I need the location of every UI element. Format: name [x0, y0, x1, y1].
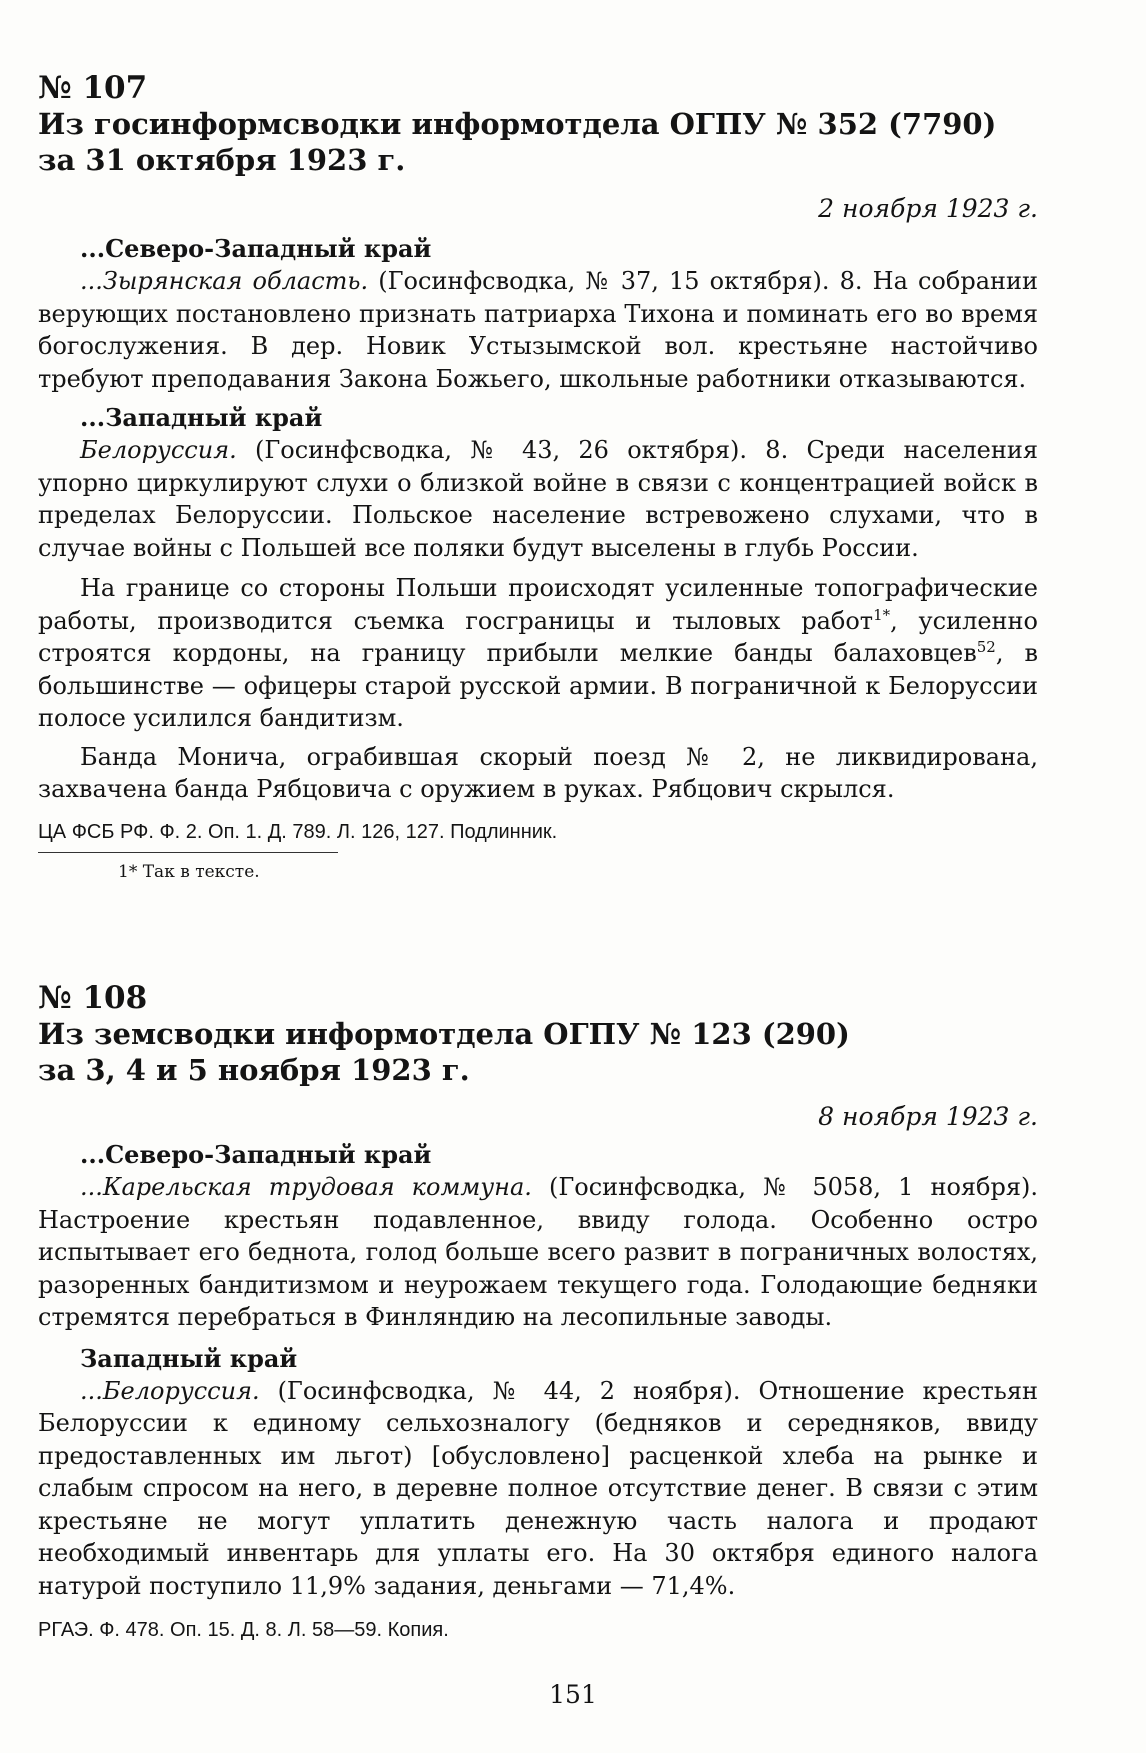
doc-108-belarus-text: (Госинфсводка, № 44, 2 ноября). Отношение крестьян Белоруссии к единому сельхозналогу (бедняков и середняков, ввиду предоставленных им льгот) [обусловлено] расценкой хлеба на рынке и слабым спросом на него, в деревне полное отсутствие денег. В связи с этим крестьяне не могут уплатить денежную часть налога и продают необходимый инвентарь для уплаты его. На 30 октября единого налога натурой поступило 11,9% задания, деньгами — 71,4%. — [38, 1376, 1038, 1600]
doc-107-belarus-text: (Госинфсводка, № 43, 26 октября). 8. Среди населения упорно циркулируют слухи о близкой войне в связи с концентрацией войск в пределах Белоруссии. Польское население встревожено слухами, что в случае войны с Польшей все поляки будут выселены в глубь России. — [38, 436, 1038, 562]
document-108 — [38, 980, 1038, 1644]
doc-107-border-text-b: , усиленно строятся кордоны, на границу прибыли мелкие банды балаховцев — [38, 606, 1038, 667]
doc-107-region-west: ...Западный край — [80, 403, 323, 432]
doc-107-zyryan-text: (Госинфсводка, № 37, 15 октября). 8. На собрании верующих постановлено признать патриарха Тихона и поминать его во время богослужения. В дер. Новик Устызымской вол. крестьяне настойчиво требуют преподавания Закона Божьего, школьные работники отказываются. — [38, 267, 1038, 393]
footnote-ref-1: 1* — [873, 605, 891, 624]
page-number: 151 — [549, 1680, 597, 1709]
doc-107-paragraph-gang: Банда Монича, ограбившая скорый поезд № 2, не ликвидирована, захвачена банда Рябцовича с оружием в руках. Рябцович скрылся. — [38, 742, 1038, 803]
doc-107-region-northwest: ...Северо-Западный край — [80, 234, 432, 263]
doc-108-title-line1: Из земсводки информотдела ОГПУ № 123 (290) — [38, 1017, 850, 1051]
doc-107-number: № 107 — [38, 70, 148, 106]
footnote-divider — [38, 852, 338, 853]
doc-108-karelia-text: (Госинфсводка, № 5058, 1 ноября). Настроение крестьян подавленное, ввиду голода. Особенно остро испытывает его беднота, голод больше всего развит в пограничных волостях, разоренных бандитизмом и неурожаем текущего года. Голодающие бедняки стремятся перебраться в Финляндию на лесопильные заводы. — [38, 1173, 1038, 1331]
endnote-ref-52: 52 — [976, 638, 996, 656]
doc-107-title-line1: Из госинформсводки информотдела ОГПУ № 352 (7790) — [38, 107, 997, 141]
doc-107-border-text-c: , в большинстве — офицеры старой русской армии. В пограничной к Белоруссии полосе усилился бандитизм. — [38, 639, 1038, 732]
doc-107-source: ЦА ФСБ РФ. Ф. 2. Оп. 1. Д. 789. Л. 126, 127. Подлинник. — [38, 820, 558, 843]
doc-107-paragraph-belarus — [38, 434, 1038, 564]
doc-108-paragraph-belarus — [38, 1375, 1038, 1603]
doc-108-title-line2: за 3, 4 и 5 ноября 1923 г. — [38, 1053, 470, 1087]
doc-108-karelia-lead: ...Карельская трудовая коммуна. — [80, 1173, 532, 1201]
doc-108-source: РГАЭ. Ф. 478. Оп. 15. Д. 8. Л. 58—59. Копия. — [38, 1619, 449, 1641]
doc-108-date: 8 ноября 1923 г. — [818, 1102, 1038, 1131]
doc-107-border-text-a: На границе со стороны Польши происходят усиленные топографические работы, производится съемка госграницы и тыловых работ — [38, 574, 1038, 635]
doc-107-paragraph-border — [38, 572, 1038, 735]
doc-107-date: 2 ноября 1923 г. — [818, 194, 1038, 223]
doc-108-number: № 108 — [38, 980, 148, 1016]
document-107 — [38, 70, 1038, 883]
doc-108-paragraph-karelia — [38, 1171, 1038, 1334]
doc-108-region-west: Западный край — [80, 1343, 298, 1373]
doc-107-footnote: 1* Так в тексте. — [118, 861, 260, 882]
doc-108-belarus-lead: ...Белоруссия. — [80, 1376, 260, 1405]
doc-108-region-northwest: ...Северо-Западный край — [80, 1140, 432, 1169]
doc-107-zyryan-lead: ...Зырянская область. — [80, 267, 369, 295]
doc-107-paragraph-zyryan — [38, 265, 1038, 395]
doc-107-belarus-lead: Белоруссия. — [80, 436, 237, 464]
doc-107-title-line2: за 31 октября 1923 г. — [38, 143, 406, 177]
